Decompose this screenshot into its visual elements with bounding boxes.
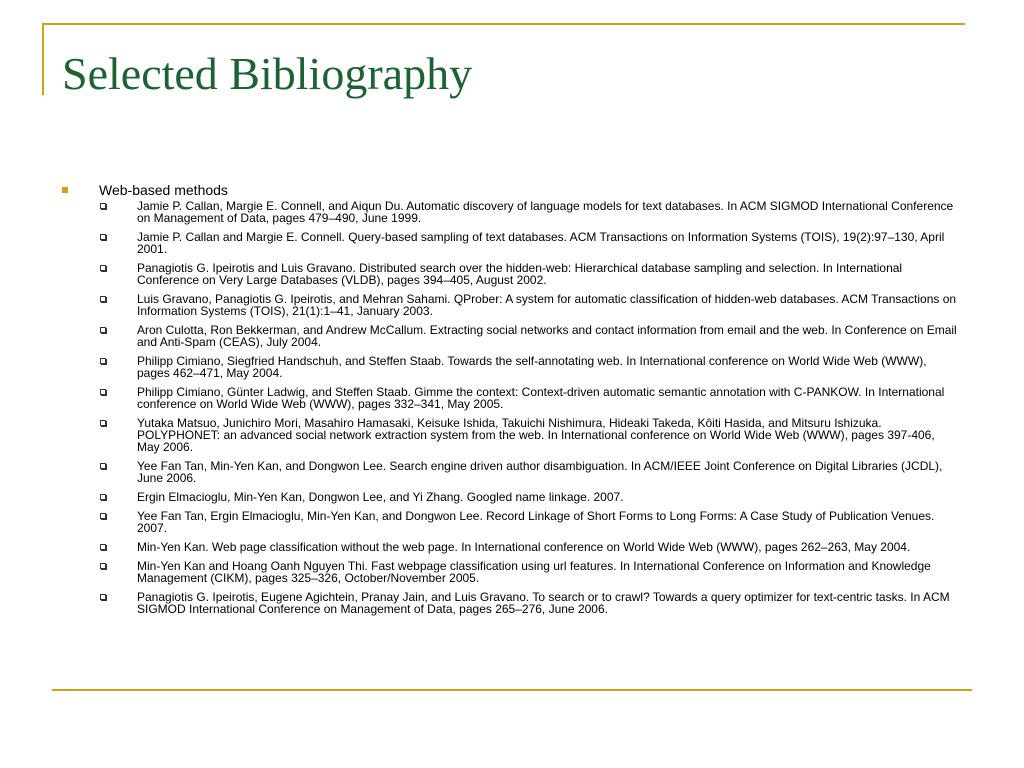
bottom-border-rule bbox=[52, 689, 972, 691]
hollow-square-bullet-icon bbox=[100, 265, 106, 271]
reference-text: Philipp Cimiano, Günter Ladwig, and Steffen Staab. Gimme the context: Context-driven automatic semantic annotation with C-PANKOW. In International conference on World Wide Web (WWW), pages 332–341, May 2005. bbox=[137, 385, 945, 411]
reference-text: Min-Yen Kan and Hoang Oanh Nguyen Thi. Fast webpage classification using url features. In International Conference on Information and Knowledge Management (CIKM), pages 325–326, October/November 2005. bbox=[137, 559, 931, 585]
bibliography-entry bbox=[62, 417, 962, 453]
hollow-square-bullet-icon bbox=[100, 358, 106, 364]
left-border-rule bbox=[42, 23, 44, 95]
bibliography-entry bbox=[62, 324, 962, 348]
hollow-square-bullet-icon bbox=[100, 327, 106, 333]
bibliography-entry bbox=[62, 510, 962, 534]
section-heading bbox=[62, 181, 962, 199]
reference-text: Luis Gravano, Panagiotis G. Ipeirotis, and Mehran Sahami. QProber: A system for automatic classification of hidden-web databases. ACM Transactions on Information Systems (TOIS), 21(1):1–41, January 2003. bbox=[137, 292, 957, 318]
reference-text: Ergin Elmacioglu, Min-Yen Kan, Dongwon Lee, and Yi Zhang. Googled name linkage. 2007. bbox=[137, 490, 624, 504]
bibliography-entry bbox=[62, 200, 962, 224]
hollow-square-bullet-icon bbox=[100, 544, 106, 550]
hollow-square-bullet-icon bbox=[100, 513, 106, 519]
hollow-square-bullet-icon bbox=[100, 203, 106, 209]
hollow-square-bullet-icon bbox=[100, 234, 106, 240]
bibliography-entry bbox=[62, 560, 962, 584]
reference-text: Philipp Cimiano, Siegfried Handschuh, and Steffen Staab. Towards the self-annotating web. In International conference on World Wide Web (WWW), pages 462–471, May 2004. bbox=[137, 354, 927, 380]
hollow-square-bullet-icon bbox=[100, 420, 106, 426]
hollow-square-bullet-icon bbox=[100, 563, 106, 569]
section-label: Web-based methods bbox=[99, 182, 228, 198]
bibliography-list bbox=[62, 200, 962, 615]
reference-text: Yutaka Matsuo, Junichiro Mori, Masahiro Hamasaki, Keisuke Ishida, Takuichi Nishimura, Hideaki Takeda, Kôiti Hasida, and Mitsuru Ishizuka. POLYPHONET: an advanced social network extraction system from the web. In International conference on World Wide Web (WWW), pages 397-406, May 2006. bbox=[137, 416, 935, 454]
reference-text: Yee Fan Tan, Ergin Elmacioglu, Min-Yen Kan, and Dongwon Lee. Record Linkage of Short Forms to Long Forms: A Case Study of Publication Venues. 2007. bbox=[137, 509, 935, 535]
square-bullet-icon bbox=[62, 187, 68, 193]
reference-text: Panagiotis G. Ipeirotis, Eugene Agichtein, Pranay Jain, and Luis Gravano. To search or to crawl? Towards a query optimizer for text-centric tasks. In ACM SIGMOD International Conference on Management of Data, pages 265–276, June 2006. bbox=[137, 590, 950, 616]
reference-text: Jamie P. Callan, Margie E. Connell, and Aiqun Du. Automatic discovery of language models for text databases. In ACM SIGMOD International Conference on Management of Data, pages 479–490, June 1999. bbox=[137, 199, 954, 225]
top-border-rule bbox=[42, 23, 965, 25]
bibliography-entry bbox=[62, 591, 962, 615]
reference-text: Aron Culotta, Ron Bekkerman, and Andrew McCallum. Extracting social networks and contact information from email and the web. In Conference on Email and Anti-Spam (CEAS), July 2004. bbox=[137, 323, 957, 349]
bibliography-entry bbox=[62, 541, 962, 553]
hollow-square-bullet-icon bbox=[100, 494, 106, 500]
bibliography-entry bbox=[62, 262, 962, 286]
slide-content bbox=[62, 181, 962, 622]
hollow-square-bullet-icon bbox=[100, 463, 106, 469]
bibliography-entry bbox=[62, 293, 962, 317]
hollow-square-bullet-icon bbox=[100, 296, 106, 302]
hollow-square-bullet-icon bbox=[100, 389, 106, 395]
reference-text: Min-Yen Kan. Web page classification without the web page. In International conference on World Wide Web (WWW), pages 262–263, May 2004. bbox=[137, 540, 911, 554]
bibliography-entry bbox=[62, 355, 962, 379]
bibliography-entry bbox=[62, 231, 962, 255]
reference-text: Panagiotis G. Ipeirotis and Luis Gravano. Distributed search over the hidden-web: Hierarchical database sampling and selection. In International Conference on Very Large Databases (VLDB), pages 394–405, August 2002. bbox=[137, 261, 903, 287]
bibliography-entry bbox=[62, 460, 962, 484]
reference-text: Yee Fan Tan, Min-Yen Kan, and Dongwon Lee. Search engine driven author disambiguation. In ACM/IEEE Joint Conference on Digital Libraries (JCDL), June 2006. bbox=[137, 459, 943, 485]
bibliography-entry bbox=[62, 491, 962, 503]
bibliography-entry bbox=[62, 386, 962, 410]
hollow-square-bullet-icon bbox=[100, 594, 106, 600]
reference-text: Jamie P. Callan and Margie E. Connell. Query-based sampling of text databases. ACM Transactions on Information Systems (TOIS), 19(2):97–130, April 2001. bbox=[137, 230, 945, 256]
slide-title: Selected Bibliography bbox=[62, 48, 473, 99]
